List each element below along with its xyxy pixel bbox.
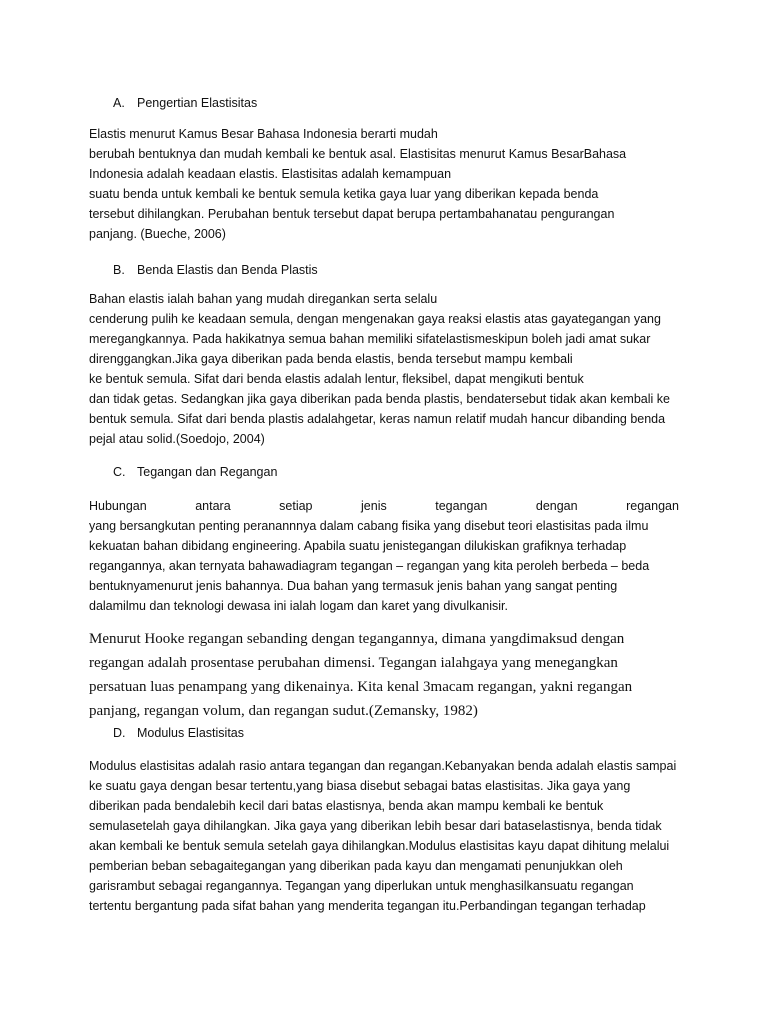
word: Hubungan — [89, 499, 147, 513]
paragraph-line: dan tidak getas. Sedangkan jika gaya diberikan pada benda plastis, bendatersebut tidak akan kembali ke — [89, 392, 670, 406]
paragraph-line: direnggangkan.Jika gaya diberikan pada benda elastis, benda tersebut mampu kembali — [89, 352, 573, 366]
paragraph-line: ke bentuk semula. Sifat dari benda elastis adalah lentur, fleksibel, dapat mengikuti bentuk — [89, 372, 584, 386]
paragraph-line: panjang. (Bueche, 2006) — [89, 227, 226, 241]
paragraph-line: pejal atau solid.(Soedojo, 2004) — [89, 432, 265, 446]
paragraph-line: Bahan elastis ialah bahan yang mudah diregankan serta selalu — [89, 292, 438, 306]
paragraph-line: tersebut dihilangkan. Perubahan bentuk tersebut dapat berupa pertambahanatau pengurangan — [89, 207, 615, 221]
paragraph-line: berubah bentuknya dan mudah kembali ke bentuk asal. Elastisitas menurut Kamus BesarBahasa — [89, 147, 627, 161]
word: regangan — [626, 499, 679, 513]
paragraph-line: bentuk semula. Sifat dari benda plastis adalahgetar, keras namun relatif mudah hancur dibanding benda — [89, 412, 666, 426]
section-c-title: Tegangan dan Regangan — [137, 465, 278, 479]
paragraph-line: yang bersangkutan penting peranannnya dalam cabang fisika yang disebut teori elastisitas pada ilmu — [89, 519, 649, 533]
paragraph-line: persatuan luas penampang yang dikenainya. Kita kenal 3macam regangan, yakni regangan — [89, 679, 633, 695]
section-b-letter: B. — [113, 263, 125, 277]
paragraph-line: suatu benda untuk kembali ke bentuk semula ketika gaya luar yang diberikan kepada benda — [89, 187, 599, 201]
paragraph-line: diberikan pada bendalebih kecil dari batas elastisnya, benda akan mampu kembali ke bentuk — [89, 799, 604, 813]
section-c-serif-paragraph — [89, 627, 669, 723]
paragraph-line: Modulus elastisitas adalah rasio antara tegangan dan regangan.Kebanyakan benda adalah elastis sampai — [89, 759, 677, 773]
paragraph-line: Menurut Hooke regangan sebanding dengan tegangannya, dimana yangdimaksud dengan — [89, 631, 625, 647]
paragraph-line: cenderung pulih ke keadaan semula, dengan mengenakan gaya reaksi elastis atas gayategangan yang — [89, 312, 661, 326]
paragraph-line: ke suatu gaya dengan besar tertentu,yang biasa disebut sebagai batas elastisitas. Jika gaya yang — [89, 779, 631, 793]
paragraph-line: Indonesia adalah keadaan elastis. Elastisitas adalah kemampuan — [89, 167, 452, 181]
section-b-paragraph — [89, 289, 679, 449]
word: dengan — [535, 499, 578, 513]
section-a-heading — [113, 95, 257, 111]
paragraph-line: Elastis menurut Kamus Besar Bahasa Indonesia berarti mudah — [89, 127, 438, 141]
paragraph-line: panjang, regangan volum, dan regangan sudut.(Zemansky, 1982) — [89, 703, 478, 719]
paragraph-line: garisrambut sebagai regangannya. Tegangan yang diperlukan untuk menghasilkansuatu regangan — [89, 879, 634, 893]
section-d-letter: D. — [113, 726, 126, 740]
section-b-heading — [113, 262, 318, 278]
paragraph-line: tertentu bergantung pada sifat bahan yang menderita tegangan itu.Perbandingan tegangan terhadap — [89, 899, 646, 913]
word: jenis — [361, 499, 387, 513]
paragraph-line-justified — [89, 496, 679, 516]
paragraph-line: pemberian beban sebagaitegangan yang diberikan pada kayu dan mengamati penunjukkan oleh — [89, 859, 623, 873]
section-c-paragraph — [89, 496, 679, 616]
word: antara — [195, 499, 231, 513]
paragraph-line: semulasetelah gaya dihilangkan. Jika gaya yang diberikan lebih besar dari bataselastisnya, benda tidak — [89, 819, 662, 833]
word: tegangan — [435, 499, 488, 513]
word: setiap — [279, 499, 313, 513]
section-c-heading — [113, 464, 277, 480]
section-a-title: Pengertian Elastisitas — [137, 96, 258, 110]
section-d-paragraph — [89, 756, 679, 916]
section-a-paragraph — [89, 124, 679, 244]
paragraph-line: regangan adalah prosentase perubahan dimensi. Tegangan ialahgaya yang menegangkan — [89, 655, 618, 671]
paragraph-line: dalamilmu dan teknologi dewasa ini ialah logam dan karet yang divulkanisir. — [89, 599, 508, 613]
section-d-heading — [113, 725, 244, 741]
section-c-letter: C. — [113, 465, 126, 479]
section-a-letter: A. — [113, 96, 125, 110]
paragraph-line: kekuatan bahan dibidang engineering. Apabila suatu jenistegangan dilukiskan grafiknya terhadap — [89, 539, 627, 553]
paragraph-line: akan kembali ke bentuk semula setelah gaya dihilangkan.Modulus elastisitas kayu dapat dihitung melalui — [89, 839, 670, 853]
section-b-title: Benda Elastis dan Benda Plastis — [137, 263, 318, 277]
paragraph-line: meregangkannya. Pada hakikatnya semua bahan memiliki sifatelastismeskipun boleh jadi amat sukar — [89, 332, 651, 346]
section-d-title: Modulus Elastisitas — [137, 726, 244, 740]
paragraph-line: bentuknyamenurut jenis bahannya. Dua bahan yang termasuk jenis bahan yang sangat penting — [89, 579, 618, 593]
paragraph-line: regangannya, akan ternyata bahawadiagram tegangan – regangan yang kita peroleh berbeda – beda — [89, 559, 650, 573]
